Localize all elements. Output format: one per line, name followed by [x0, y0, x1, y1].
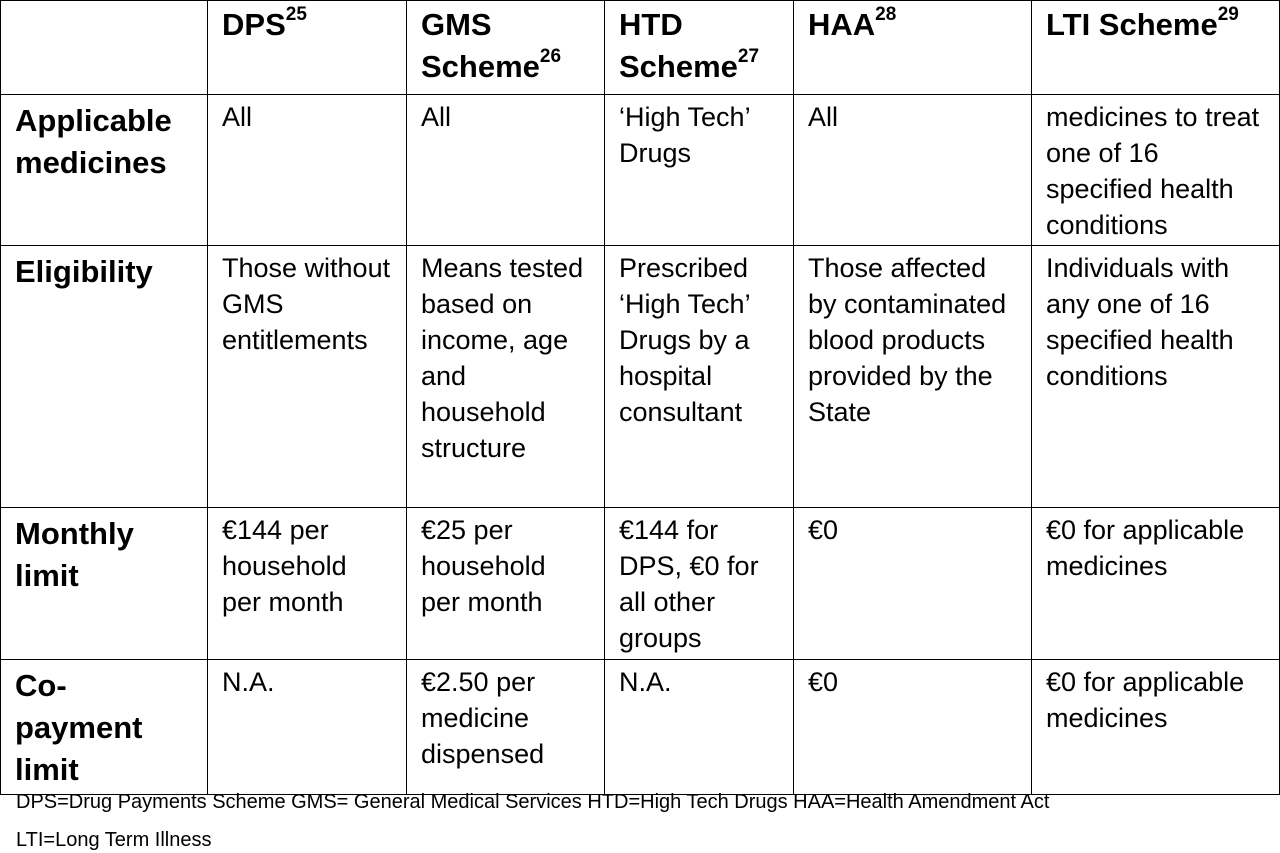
footnote-abbreviations-continued: LTI=Long Term Illness [16, 829, 212, 851]
table-cell: N.A. [208, 660, 407, 795]
footnote-ref: 25 [285, 3, 307, 25]
footnote-ref: 26 [539, 45, 562, 67]
table-cell: ‘High Tech’ Drugs [605, 95, 794, 246]
table-cell: €2.50 per medicine dispensed [407, 660, 605, 795]
table-cell: medicines to treat one of 16 specified health conditions [1032, 95, 1280, 246]
column-header-gms: GMS Scheme$^{26}$ [407, 1, 605, 95]
header-row [1, 1, 1280, 95]
footnote-ref: 27 [737, 45, 760, 67]
table-cell: Those without GMS entitlements [208, 246, 407, 508]
corner-cell [1, 1, 208, 95]
column-header-lti: LTI Scheme$^{29}$ [1032, 1, 1280, 95]
table-cell: €0 [794, 508, 1032, 660]
table-row [1, 95, 1280, 246]
row-header: Eligibility [1, 246, 208, 508]
row-header: Co-payment limit [1, 660, 208, 795]
column-header-dps: DPS$^{25}$ [208, 1, 407, 95]
table-cell: All [794, 95, 1032, 246]
table-cell: Means tested based on income, age and household structure [407, 246, 605, 508]
footnote-ref: 28 [875, 3, 897, 25]
table-cell: N.A. [605, 660, 794, 795]
table-cell: €0 for applicable medicines [1032, 660, 1280, 795]
column-header-haa: HAA$^{28}$ [794, 1, 1032, 95]
table-cell: €144 per household per month [208, 508, 407, 660]
row-header: Applicable medicines [1, 95, 208, 246]
row-header: Monthly limit [1, 508, 208, 660]
table-row [1, 660, 1280, 795]
table-cell: Individuals with any one of 16 specified health conditions [1032, 246, 1280, 508]
footnote-ref: 29 [1217, 3, 1239, 25]
column-header-htd: HTD Scheme$^{27}$ [605, 1, 794, 95]
table-cell: €144 for DPS, €0 for all other groups [605, 508, 794, 660]
table-cell: Those affected by contaminated blood products provided by the State [794, 246, 1032, 508]
table-row [1, 508, 1280, 660]
table-cell: All [208, 95, 407, 246]
table-cell: All [407, 95, 605, 246]
table-cell: €0 [794, 660, 1032, 795]
table-cell: €0 for applicable medicines [1032, 508, 1280, 660]
table-row [1, 246, 1280, 508]
table-cell: Prescribed ‘High Tech’ Drugs by a hospital consultant [605, 246, 794, 508]
table-cell: €25 per household per month [407, 508, 605, 660]
footnote-abbreviations: DPS=Drug Payments Scheme GMS= General Medical Services HTD=High Tech Drugs HAA=Health Amendment Act [16, 791, 1050, 813]
